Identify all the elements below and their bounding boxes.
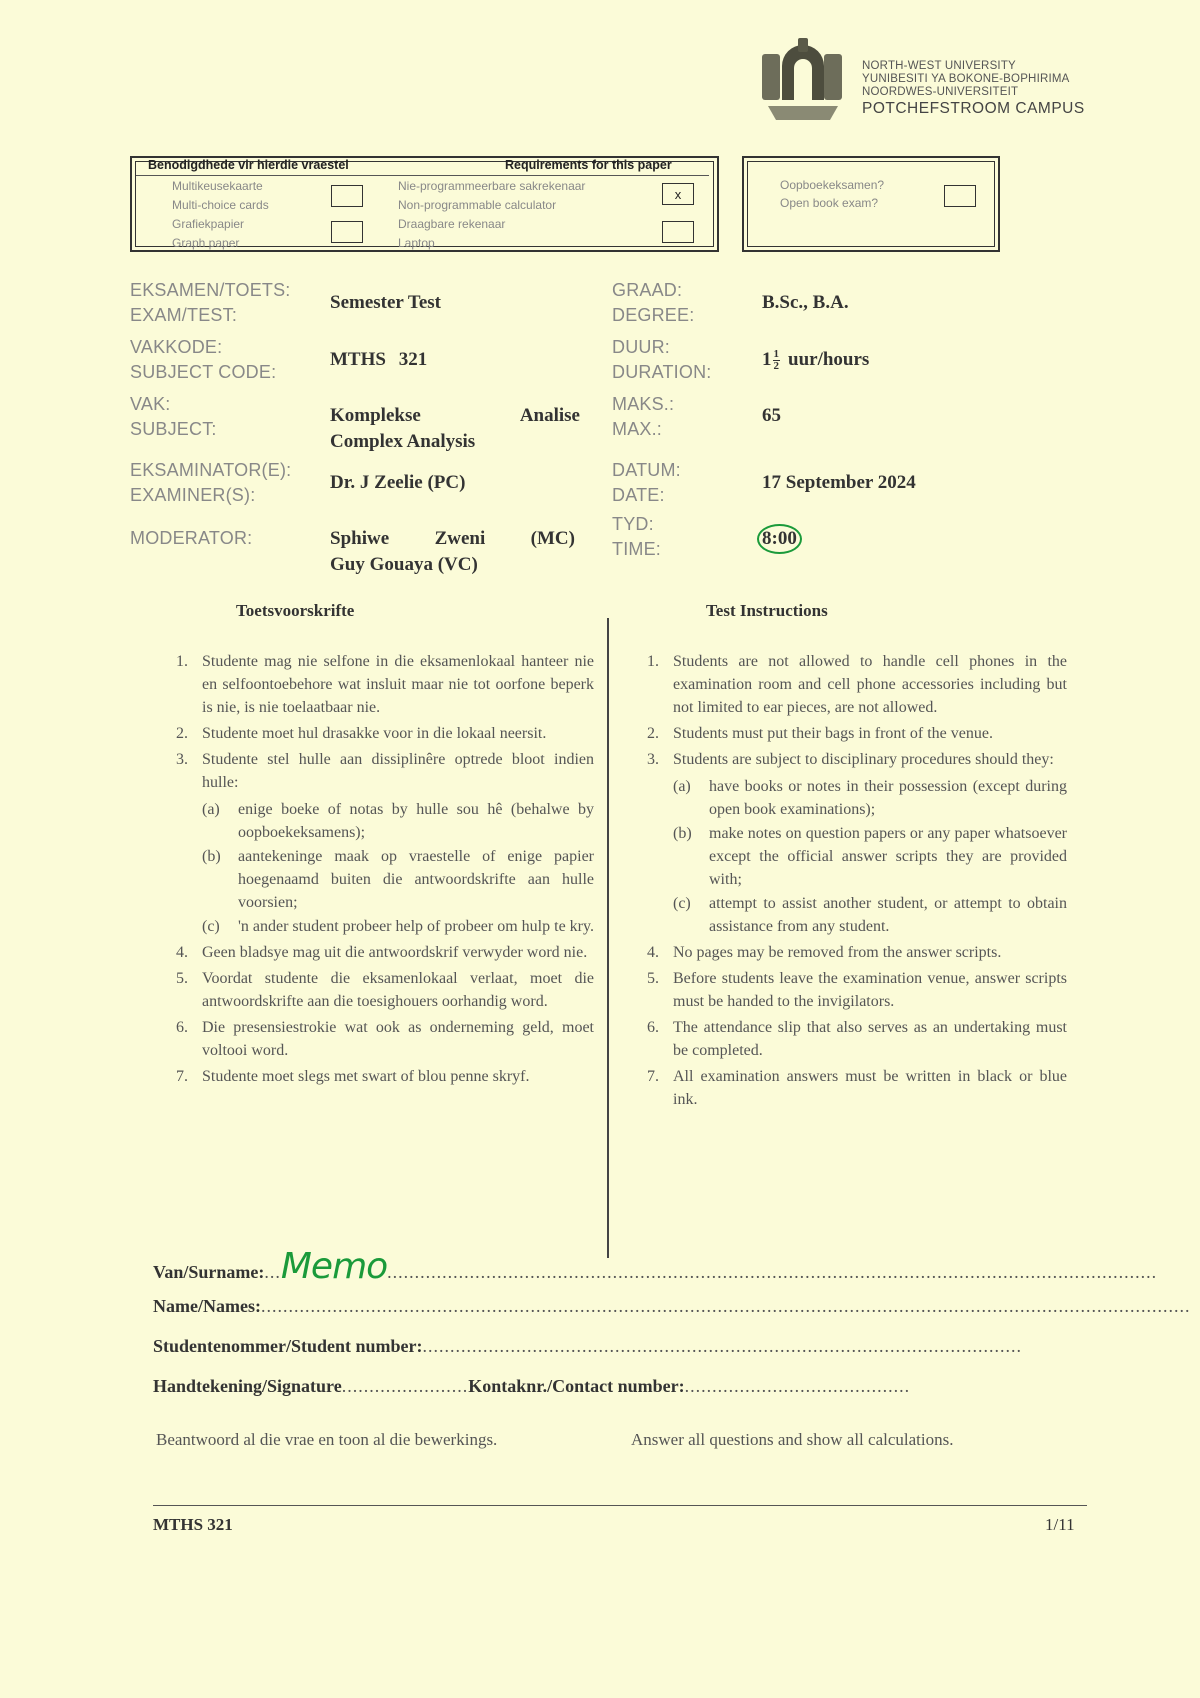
names-field[interactable] [153,1296,1191,1317]
sub-text: make notes on question papers or any paper whatsoever except the official answer scripts they are provided with; [709,825,1067,888]
examiner-value: Dr. J Zeelie (PC) [330,472,466,493]
signature-contact-field[interactable] [153,1376,1083,1397]
dots: ....................... [341,1376,469,1396]
code-label-en: SUBJECT CODE: [130,362,277,382]
graph-paper-checkbox[interactable] [331,221,363,243]
max-label-en: MAX.: [612,419,663,439]
examiner-label-en: EXAMINER(S): [130,485,256,505]
general-note-af: Beantwoord al die vrae en toon al die bewerkings. [156,1430,498,1449]
instr-en-num: 7. [647,1068,659,1085]
laptop-en: Laptop [398,236,435,250]
instructions-af-list [176,650,594,1088]
instruction-af-5 [176,967,594,1013]
instruction-af-2 [176,722,594,745]
university-name [862,60,1085,119]
requirement-graph-label [172,218,244,250]
instructions-heading-en: Test Instructions [706,601,828,620]
surname-handwritten-value: Memo [280,1246,388,1287]
subject-label [130,392,217,442]
instr-en-num: 5. [647,970,659,987]
instruction-en-7 [647,1065,1067,1111]
subject-code-label [130,335,276,385]
instruction-af-3b [202,845,594,914]
dots: ......................................... [684,1376,911,1396]
requirements-heading-af: Benodigdhede vir hierdie vraestel [148,158,349,172]
dots: ............................................................................................................................................ [387,1262,1158,1282]
examiner-label-af: EKSAMINATOR(E): [130,460,292,480]
requirement-multichoice-label [172,180,269,212]
instr-en-text: No pages may be removed from the answer scripts. [673,944,1002,961]
calculator-checkbox[interactable] [662,183,694,205]
graph-af: Grafiekpapier [172,217,245,231]
laptop-checkbox[interactable] [662,221,694,243]
requirements-heading-en: Requirements for this paper [505,158,672,172]
sub-num: (a) [202,801,220,818]
degree-label-af: GRAAD: [612,280,683,300]
instr-en-text: Students are subject to disciplinary procedures should they: [673,751,1054,768]
moderator-label: MODERATOR: [130,528,253,548]
instr-en-num: 6. [647,1019,659,1036]
multichoice-checkbox[interactable] [331,185,363,207]
student-number-field[interactable] [153,1336,1083,1357]
degree-label-en: DEGREE: [612,305,695,325]
time-value [757,524,804,554]
contact-label: Kontaknr./Contact number: [468,1376,685,1396]
instruction-en-3-sublist [673,775,1067,938]
instr-af-num: 4. [176,944,188,961]
instructions-heading-af: Toetsvoorskrifte [236,601,355,620]
footer-page-number: 1/11 [1045,1515,1075,1534]
instruction-af-3c [202,915,594,938]
time-label-en: TIME: [612,539,661,559]
moderator-2: Guy Gouaya (VC) [330,554,478,575]
instruction-af-6 [176,1016,594,1062]
instr-af-num: 6. [176,1019,188,1036]
surname-field[interactable] [153,1246,1158,1287]
moderator-1b: Zweni [434,528,486,549]
instr-en-num: 1. [647,653,659,670]
time-circle-mark [757,524,802,554]
instruction-en-4 [647,941,1067,964]
calc-en: Non-programmable calculator [398,198,557,212]
instruction-en-6 [647,1016,1067,1062]
university-logo [758,36,848,128]
instruction-af-7 [176,1065,594,1088]
sub-text: enige boeke of notas by hulle sou hê (behalwe by oopboekeksamens); [238,801,594,841]
instr-en-num: 2. [647,725,659,742]
duration-fraction [773,349,781,372]
student-number-label: Studentenommer/Student number: [153,1336,423,1356]
instr-en-text: Students are not allowed to handle cell phones in the examination room and cell phone accessories including but not limited to ear pieces, are not allowed. [673,653,1067,716]
instruction-en-5 [647,967,1067,1013]
exam-label-en: EXAM/TEST: [130,305,238,325]
time-label [612,512,661,562]
instr-en-text: The attendance slip that also serves as an undertaking must be completed. [673,1019,1067,1059]
sub-num: (b) [673,825,692,842]
moderator-1a: Sphiwe [330,528,390,549]
instr-af-text: Die presensiestrokie wat ook as onderneming geld, moet voltooi word. [202,1019,594,1059]
subject-label-af: VAK: [130,394,171,414]
sub-text: attempt to assist another student, or attempt to obtain assistance from any student. [709,895,1067,935]
date-value: 17 September 2024 [762,472,916,493]
sub-num: (c) [673,895,691,912]
instruction-en-1 [647,650,1067,719]
instruction-af-3 [176,748,594,938]
duration-label-en: DURATION: [612,362,712,382]
duration-label [612,335,711,385]
exam-label [130,278,291,328]
calculator-check-mark: x [674,186,682,202]
instructions-en [647,650,1067,1114]
campus-name: POTCHEFSTROOM CAMPUS [862,100,1085,117]
calc-af: Nie-programmeerbare sakrekenaar [398,179,586,193]
names-label: Name/Names: [153,1296,261,1316]
exam-value: Semester Test [330,292,441,313]
instr-en-num: 3. [647,751,659,768]
duration-den: 2 [773,359,779,372]
instruction-af-3-sublist [202,798,594,938]
degree-label [612,278,694,328]
moderator-1c: (MC) [530,528,575,549]
instr-en-text: All examination answers must be written in black or blue ink. [673,1068,1067,1108]
subject-label-en: SUBJECT: [130,419,217,439]
sub-num: (c) [202,918,220,935]
dots: ............................................................................................................. [422,1336,1023,1356]
general-note-en: Answer all questions and show all calculations. [631,1430,954,1449]
instr-af-num: 7. [176,1068,188,1085]
instructions-en-list [647,650,1067,1111]
subject-af-1: Komplekse [330,405,421,426]
sub-text: 'n ander student probeer help of probeer om hulp te kry. [238,918,594,935]
instruction-en-3c [673,892,1067,938]
sub-text: aantekeninge maak op vraestelle of enige papier hoegenaamd buiten die antwoordskrifte aan hulle voorsien; [238,848,594,911]
openbook-en: Open book exam? [780,196,879,210]
instr-en-num: 4. [647,944,659,961]
exam-label-af: EKSAMEN/TOETS: [130,280,291,300]
sub-num: (b) [202,848,221,865]
requirements-divider [136,175,709,176]
university-name-af: NOORDWES-UNIVERSITEIT [862,86,1019,98]
date-label-en: DATE: [612,485,665,505]
duration-value [762,347,869,373]
subject-code-value: MTHS 321 [330,349,428,370]
instr-af-num: 1. [176,653,188,670]
instruction-en-2 [647,722,1067,745]
max-label-af: MAKS.: [612,394,675,414]
max-value: 65 [762,405,781,426]
time-text: 8:00 [762,528,797,549]
footer-subject-code: MTHS 321 [153,1515,233,1534]
university-name-tn: YUNIBESITI YA BOKONE-BOPHIRIMA [862,73,1070,85]
duration-whole: 1 [762,349,772,370]
subject-en: Complex Analysis [330,431,476,452]
university-name-en: NORTH-WEST UNIVERSITY [862,60,1016,72]
mc-af: Multikeusekaarte [172,179,263,193]
instr-af-num: 2. [176,725,188,742]
sub-num: (a) [673,778,691,795]
laptop-af: Draagbare rekenaar [398,217,506,231]
instr-en-text: Before students leave the examination venue, answer scripts must be handed to the invigilators. [673,970,1067,1010]
instr-af-text: Studente moet slegs met swart of blou penne skryf. [202,1068,530,1085]
instruction-af-1 [176,650,594,719]
instr-af-text: Studente mag nie selfone in die eksamenlokaal hanteer nie en selfoontoebehore wat insluit maar nie tot oorfone beperk is nie, is nie toelaatbaar nie. [202,653,594,716]
graph-en: Graph paper [172,236,240,250]
dots: ... [264,1262,281,1282]
time-label-af: TYD: [612,514,654,534]
duration-label-af: DUUR: [612,337,670,357]
instr-af-text: Voordat studente die eksamenlokaal verlaat, moet die antwoordskrifte aan die toesighouers oorhandig word. [202,970,594,1010]
instr-af-text: Studente moet hul drasakke voor in die lokaal neersit. [202,725,547,742]
requirement-laptop-label [398,218,505,250]
instr-af-text: Geen bladsye mag uit die antwoordskrif verwyder word nie. [202,944,588,961]
date-label [612,458,681,508]
open-book-checkbox[interactable] [944,185,976,207]
instr-af-num: 5. [176,970,188,987]
surname-label: Van/Surname: [153,1262,265,1282]
moderator-value [330,526,575,578]
signature-label: Handtekening/Signature [153,1376,342,1396]
instruction-af-3a [202,798,594,844]
degree-value: B.Sc., B.A. [762,292,849,313]
subject-value [330,403,580,455]
instr-af-text: Studente stel hulle aan dissiplinêre optrede bloot indien hulle: [202,751,594,791]
instructions-af [176,650,594,1091]
duration-num: 1 [773,347,779,360]
subject-af-2: Analise [519,405,580,426]
column-divider [607,618,609,1258]
openbook-af: Oopboekeksamen? [780,178,885,192]
footer-rule [153,1505,1087,1506]
duration-unit: uur/hours [788,349,870,370]
instruction-en-3a [673,775,1067,821]
max-label [612,392,674,442]
open-book-label [780,176,884,212]
code-label-af: VAKKODE: [130,337,223,357]
instr-af-num: 3. [176,751,188,768]
date-label-af: DATUM: [612,460,681,480]
instruction-en-3b [673,822,1067,891]
instr-en-text: Students must put their bags in front of the venue. [673,725,993,742]
examiner-label [130,458,291,508]
instruction-af-4 [176,941,594,964]
dots: ......................................................................................................................................................................... [260,1296,1191,1316]
instruction-en-3 [647,748,1067,938]
requirement-calculator-label [398,180,585,212]
mc-en: Multi-choice cards [172,198,269,212]
sub-text: have books or notes in their possession (except during open book examinations); [709,778,1067,818]
